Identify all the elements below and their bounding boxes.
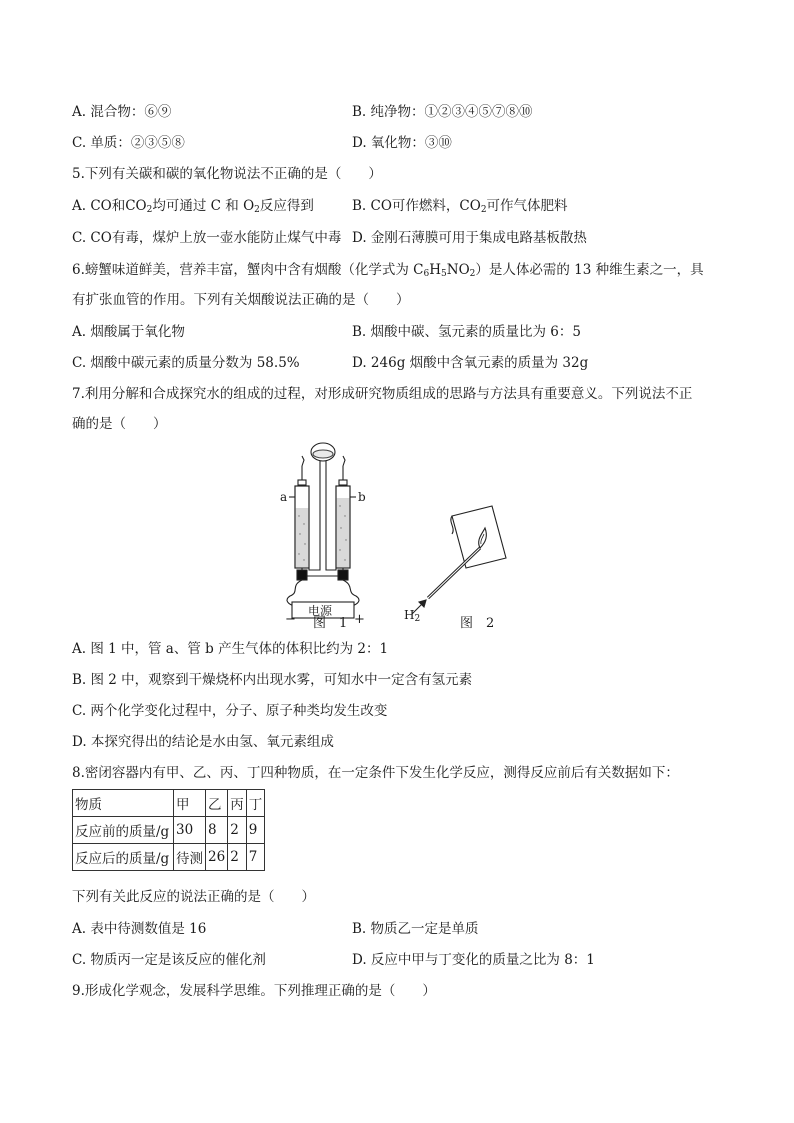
- positive-terminal: +: [354, 612, 365, 627]
- q6-formula-c-sub: 6: [423, 269, 430, 279]
- table-header-cell: 物质: [73, 790, 174, 817]
- q6-option-c[interactable]: C. 烟酸中碳元素的质量分数为 58.5%: [72, 355, 300, 371]
- hydrogen-h: H: [404, 608, 415, 622]
- q4-option-c[interactable]: C. 单质：②③⑤⑧: [72, 135, 185, 151]
- table-cell: 2: [228, 817, 247, 844]
- q8-option-c[interactable]: C. 物质丙一定是该反应的催化剂: [72, 952, 266, 968]
- q5-stem: 5.下列有关碳和碳的氧化物说法不正确的是（ ）: [72, 166, 382, 182]
- q8-option-a[interactable]: A. 表中待测数值是 16: [72, 921, 207, 937]
- q6-stem-line2: 有扩张血管的作用。下列有关烟酸说法正确的是（ ）: [72, 292, 410, 308]
- table-cell: 反应后的质量/g: [73, 844, 174, 871]
- q6-formula-o-sub: 2: [469, 269, 476, 279]
- q7-option-d[interactable]: D. 本探究得出的结论是水由氢、氧元素组成: [72, 734, 334, 750]
- table-header-row: [73, 790, 265, 817]
- table-row: [73, 817, 265, 844]
- q7-option-b[interactable]: B. 图 2 中，观察到干燥烧杯内出现水雾，可知水中一定含有氢元素: [72, 672, 473, 688]
- q7-option-c[interactable]: C. 两个化学变化过程中，分子、原子种类均发生改变: [72, 703, 388, 719]
- tube-b-label: b: [358, 490, 366, 504]
- q6-formula-no: NO: [446, 262, 470, 278]
- q8-option-b[interactable]: B. 物质乙一定是单质: [352, 921, 479, 937]
- hydrogen-sub: 2: [414, 614, 421, 624]
- table-header-cell: 丁: [246, 790, 265, 817]
- q5-a-pre: A. CO和CO: [72, 198, 147, 214]
- electrolysis-apparatus: [287, 443, 359, 618]
- q7-option-a[interactable]: A. 图 1 中，管 a、管 b 产生气体的体积比约为 2：1: [72, 641, 389, 657]
- hydrogen-label: [404, 608, 420, 622]
- table-cell: 30: [174, 817, 206, 844]
- q5-option-b[interactable]: [352, 197, 568, 215]
- q5-b-pre: B. CO可作燃料，CO: [352, 198, 481, 214]
- table-header-cell: 丙: [228, 790, 247, 817]
- q6-option-a[interactable]: A. 烟酸属于氧化物: [72, 324, 185, 340]
- q7-stem-line2: 确的是（ ）: [72, 416, 167, 432]
- table-row: [73, 844, 265, 871]
- q4-option-a[interactable]: A. 混合物：⑥⑨: [72, 104, 172, 120]
- q4-option-b[interactable]: B. 纯净物：①②③④⑤⑦⑧⑩: [352, 104, 533, 120]
- table-cell: 8: [206, 817, 228, 844]
- q5-a-mid: 均可通过 C 和 O: [152, 198, 255, 214]
- q5-b-sub: 2: [480, 205, 487, 215]
- table-cell: 26: [206, 844, 228, 871]
- q6-stem-line1: [72, 261, 704, 279]
- q5-option-c[interactable]: C. CO有毒，煤炉上放一壶水能防止煤气中毒: [72, 230, 342, 246]
- q8-question: 下列有关此反应的说法正确的是（ ）: [72, 889, 315, 905]
- tube-a-label: a: [280, 490, 288, 504]
- q6-option-d[interactable]: D. 246g 烟酸中含氧元素的质量为 32g: [352, 355, 589, 371]
- table-cell: 反应前的质量/g: [73, 817, 174, 844]
- hydrogen-combustion: [412, 506, 506, 614]
- power-supply-label: 电源: [308, 604, 333, 618]
- q7-stem-line1: 7.利用分解和合成探究水的组成的过程，对形成研究物质组成的思路与方法具有重要意义。下列说法不正: [72, 386, 693, 402]
- q6-formula-h: H: [429, 262, 442, 278]
- q5-a-sub2: 2: [254, 205, 260, 215]
- q5-option-a[interactable]: [72, 197, 314, 215]
- q6-stem-post: ）是人体必需的 13 种维生素之一，具: [475, 262, 704, 278]
- table-cell: 9: [246, 817, 265, 844]
- q8-option-d[interactable]: D. 反应中甲与丁变化的质量之比为 8：1: [352, 952, 595, 968]
- q6-stem-pre: 6.螃蟹味道鲜美，营养丰富，蟹肉中含有烟酸（化学式为 C: [72, 262, 424, 278]
- q6-formula-h-sub: 5: [441, 269, 447, 279]
- q9-stem: 9.形成化学观念，发展科学思维。下列推理正确的是（ ）: [72, 983, 436, 999]
- table-cell: 7: [246, 844, 265, 871]
- q5-a-sub: 2: [146, 205, 153, 215]
- figure-1-caption: 图 1: [313, 616, 348, 631]
- q5-b-post: 可作气体肥料: [486, 198, 568, 214]
- q5-a-post: 反应得到: [259, 198, 314, 214]
- negative-terminal: −: [285, 612, 296, 627]
- table-header-cell: 乙: [206, 790, 228, 817]
- q8-stem: 8.密闭容器内有甲、乙、丙、丁四种物质，在一定条件下发生化学反应，测得反应前后有关数据如下：: [72, 765, 679, 781]
- q7-figure: [280, 436, 520, 632]
- q6-option-b[interactable]: B. 烟酸中碳、氢元素的质量比为 6：5: [352, 324, 581, 340]
- table-cell: 2: [228, 844, 247, 871]
- table-header-cell: 甲: [174, 790, 206, 817]
- q4-option-d[interactable]: D. 氧化物：③⑩: [352, 135, 452, 151]
- q5-option-d[interactable]: D. 金刚石薄膜可用于集成电路基板散热: [352, 230, 587, 246]
- table-cell: 待测: [174, 844, 206, 871]
- q8-data-table: [72, 789, 265, 871]
- figure-2-caption: 图 2: [460, 616, 495, 631]
